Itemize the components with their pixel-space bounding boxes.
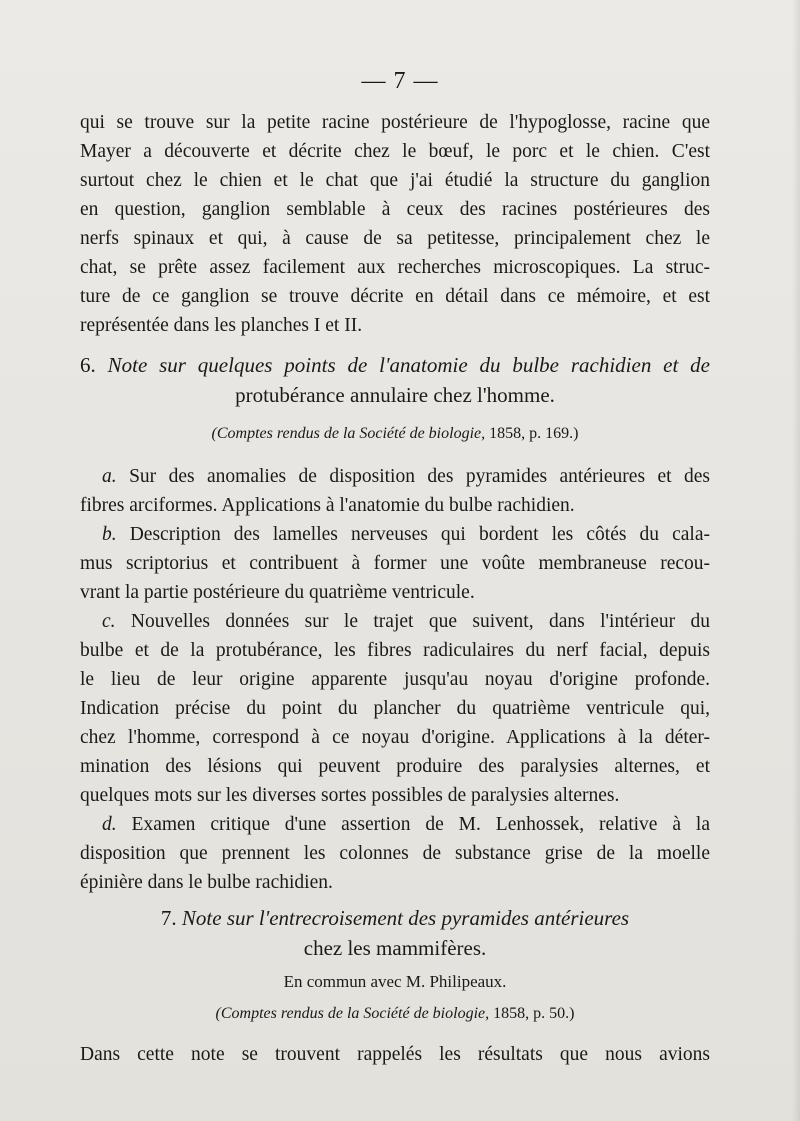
item-b-line-3: vrant la partie postérieure du quatrième ventricule.	[80, 582, 475, 603]
text-line: Mayer a découverte et décrite chez le bœuf, le porc et le chien. C'est	[80, 141, 710, 162]
item-c-line-6: mination des lésions qui peuvent produire des paralysies alternes, et	[80, 756, 710, 777]
item-d-line-2: disposition que prennent les colonnes de substance grise de la moelle	[80, 843, 710, 864]
section-6-reference	[80, 420, 710, 448]
section-7-title-part-1: Note sur l'entrecroisement des pyramides antérieures	[181, 906, 630, 930]
section-7-coauthor	[80, 968, 710, 996]
section-6-items	[80, 462, 710, 897]
section-7-reference	[80, 1000, 710, 1028]
reference-year-page: 1858, p. 169.)	[485, 425, 579, 442]
section-7-number: 7.	[160, 906, 177, 930]
item-c-line-1	[80, 607, 710, 636]
item-letter: d.	[102, 814, 117, 835]
item-text: Nouvelles données sur le trajet que suivent, dans l'intérieur du	[115, 611, 710, 632]
item-c-line-3: le lieu de leur origine apparente jusqu'au noyau d'origine profonde.	[80, 669, 710, 690]
text-line: ture de ce ganglion se trouve décrite en détail dans ce mémoire, et est	[80, 286, 710, 307]
item-c-line-7: quelques mots sur les diverses sortes possibles de paralysies alternes.	[80, 785, 620, 806]
section-7-title-line-1	[80, 903, 710, 933]
section-7-first-line: Dans cette note se trouvent rappelés les résultats que nous avions	[80, 1044, 710, 1065]
section-6-title-line-2: protubérance annulaire chez l'homme.	[235, 383, 555, 407]
item-text: Sur des anomalies de disposition des pyramides antérieures et des	[116, 466, 710, 487]
item-text: Examen critique d'une assertion de M. Lenhossek, relative à la	[116, 814, 710, 835]
section-6-title-line-1	[80, 350, 710, 380]
item-letter: c.	[102, 611, 116, 632]
section-6-number: 6.	[80, 353, 96, 377]
text-line: surtout chez le chien et le chat que j'ai étudié la structure du ganglion	[80, 170, 710, 191]
item-d-line-3: épinière dans le bulbe rachidien.	[80, 872, 333, 893]
section-7-title-line-2: chez les mammifères.	[303, 936, 487, 960]
item-letter: b.	[102, 524, 117, 545]
item-c-line-5: chez l'homme, correspond à ce noyau d'origine. Applications à la déter-	[80, 727, 710, 748]
reference-year-page: 1858, p. 50.)	[489, 1005, 575, 1022]
section-6-heading	[80, 350, 710, 410]
page-number: — 7 —	[361, 68, 439, 94]
section-7-body	[80, 1040, 710, 1069]
reference-line	[80, 420, 710, 448]
item-c-line-2: bulbe et de la protubérance, les fibres radiculaires du nerf facial, depuis	[80, 640, 710, 661]
text-line: en question, ganglion semblable à ceux des racines postérieures des	[80, 199, 710, 220]
item-b-line-1	[80, 520, 710, 549]
reference-journal: (Comptes rendus de la Société de biologie,	[215, 1005, 490, 1022]
reference-line	[80, 1000, 710, 1028]
page-edge-shadow	[792, 0, 800, 1121]
item-b-line-2: mus scriptorius et contribuent à former une voûte membraneuse recou-	[80, 553, 710, 574]
text-line: nerfs spinaux et qui, à cause de sa petitesse, principalement chez le	[80, 228, 710, 249]
item-c-line-4: Indication précise du point du plancher du quatrième ventricule qui,	[80, 698, 710, 719]
item-text: Description des lamelles nerveuses qui bordent les côtés du cala-	[116, 524, 710, 545]
item-a-line-1	[80, 462, 710, 491]
coauthor-line: En commun avec M. Philipeaux.	[283, 972, 507, 991]
item-a-line-2: fibres arciformes. Applications à l'anatomie du bulbe rachidien.	[80, 495, 575, 516]
text-line: représentée dans les planches I et II.	[80, 315, 363, 336]
reference-journal: (Comptes rendus de la Société de biologie,	[211, 425, 486, 442]
item-letter: a.	[102, 466, 117, 487]
text-line: chat, se prête assez facilement aux recherches microscopiques. La struc-	[80, 257, 710, 278]
section-6-title-part-1: Note sur quelques points de l'anatomie du bulbe rachidien et de	[107, 353, 711, 377]
section-7-heading	[80, 903, 710, 963]
item-d-line-1	[80, 810, 710, 839]
text-line: qui se trouve sur la petite racine postérieure de l'hypoglosse, racine que	[80, 112, 710, 133]
intro-paragraph	[80, 108, 710, 340]
